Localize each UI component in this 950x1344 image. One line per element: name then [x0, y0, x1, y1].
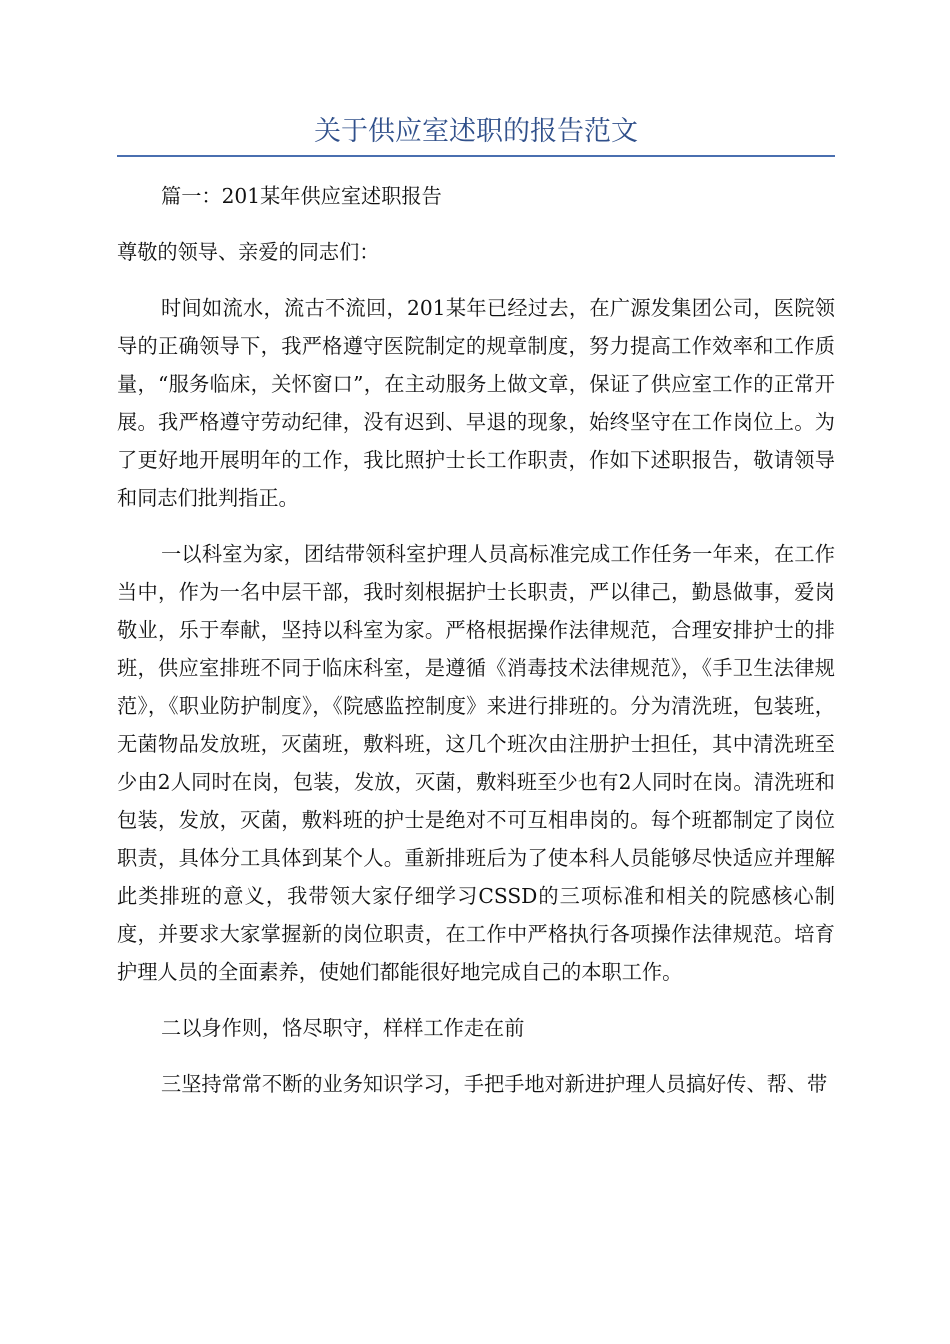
document-title: 关于供应室述职的报告范文	[314, 116, 638, 147]
paragraph-section-three: 三坚持常常不断的业务知识学习，手把手地对新进护理人员搞好传、帮、带	[161, 1072, 828, 1096]
paragraph-section-two: 二以身作则，恪尽职守，样样工作走在前	[161, 1016, 525, 1040]
document-body	[117, 177, 835, 1121]
salutation: 尊敬的领导、亲爱的同志们：	[117, 240, 380, 264]
title-underline	[117, 155, 835, 157]
section-heading: 篇一：201某年供应室述职报告	[161, 184, 442, 208]
paragraph-intro: 时间如流水，流古不流回，201某年已经过去，在广源发集团公司，医院领导的正确领导下，我严格遵守医院制定的规章制度，努力提高工作效率和工作质量，“服务临床，关怀窗口”，在主动服务上做文章，保证了供应室工作的正常开展。我严格遵守劳动纪律，没有迟到、早退的现象，始终坚守在工作岗位上。为了更好地开展明年的工作，我比照护士长工作职责，作如下述职报告，敬请领导和同志们批判指正。	[117, 296, 835, 510]
paragraph-section-one: 一以科室为家，团结带领科室护理人员高标准完成工作任务一年来，在工作当中，作为一名中层干部，我时刻根据护士长职责，严以律己，勤恳做事，爱岗敬业，乐于奉献，坚持以科室为家。严格根据操作法律规范，合理安排护士的排班，供应室排班不同于临床科室，是遵循《消毒技术法律规范》，《手卫生法律规范》，《职业防护制度》，《院感监控制度》来进行排班的。分为清洗班，包装班，无菌物品发放班，灭菌班，敷料班，这几个班次由注册护士担任，其中清洗班至少由2人同时在岗，包装，发放，灭菌，敷料班至少也有2人同时在岗。清洗班和包装，发放，灭菌，敷料班的护士是绝对不可互相串岗的。每个班都制定了岗位职责，具体分工具体到某个人。重新排班后为了使本科人员能够尽快适应并理解此类排班的意义，我带领大家仔细学习CSSD的三项标准和相关的院感核心制度，并要求大家掌握新的岗位职责，在工作中严格执行各项操作法律规范。培育护理人员的全面素养，使她们都能很好地完成自己的本职工作。	[117, 542, 835, 984]
